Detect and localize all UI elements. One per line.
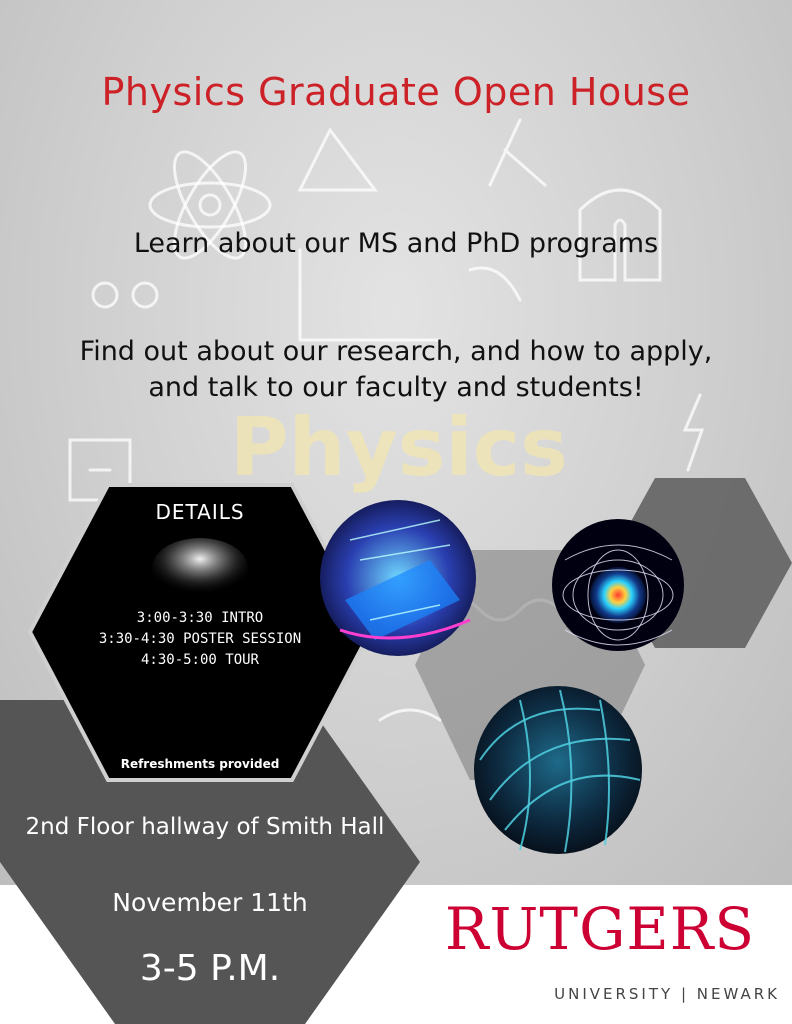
programs-line: Learn about our MS and PhD programs <box>133 228 659 259</box>
schedule-list <box>40 608 360 671</box>
field-lines-globe-image <box>474 686 642 854</box>
details-heading: DETAILS <box>155 500 245 524</box>
page-title: Physics Graduate Open House <box>101 70 691 114</box>
rutgers-logo: RUTGERS <box>444 895 756 963</box>
schedule-item: 3:30-4:30 POSTER SESSION <box>98 631 302 647</box>
schedule-item: 4:30-5:00 TOUR <box>140 652 259 668</box>
event-time: 3-5 P.M. <box>139 948 281 989</box>
event-date: November 11th <box>112 888 308 917</box>
refreshments-note: Refreshments provided <box>120 757 280 771</box>
research-line: Find out about our research, and how to apply, and talk to our faculty and students! <box>79 336 713 403</box>
schedule-item: 3:00-3:30 INTRO <box>136 610 264 626</box>
spotlight-graphic <box>152 538 248 598</box>
event-location: 2nd Floor hallway of Smith Hall <box>25 814 385 840</box>
background-physics-word: Physics <box>230 401 568 494</box>
magnetic-field-sphere-image <box>552 519 684 651</box>
rutgers-subtitle: UNIVERSITY | NEWARK <box>554 985 780 1003</box>
